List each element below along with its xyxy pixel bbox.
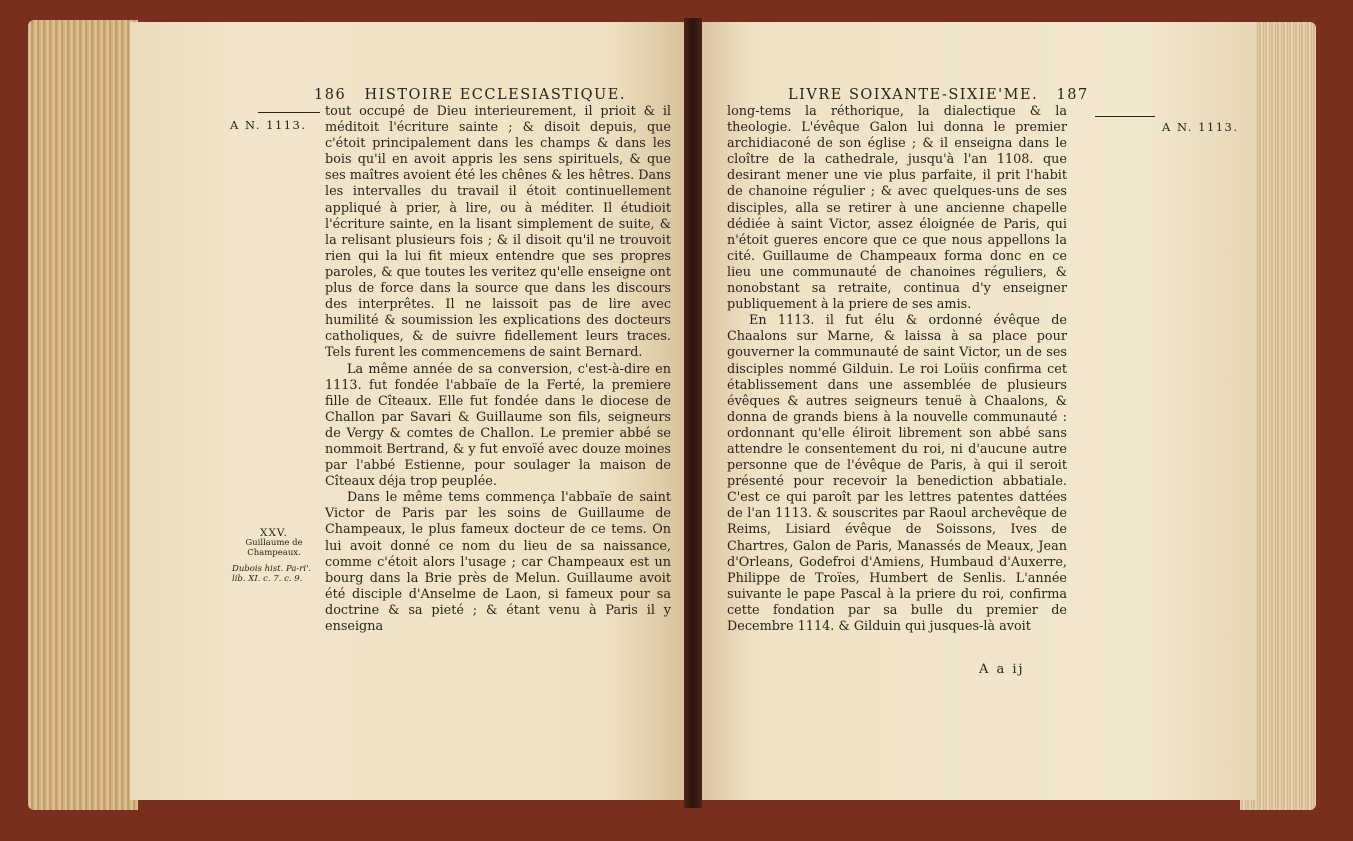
right-running-title: LIVRE SOIXANTE-SIXIE'ME.	[788, 87, 1039, 103]
right-margin-year: A N. 1113.	[1162, 120, 1239, 134]
margin-section-title: Guillaume de Champeaux.	[245, 538, 303, 558]
margin-reference: Dubois hist. Pa-ri'. lib. XI. c. 7. c. 9.	[232, 564, 312, 584]
left-paragraph-2: La même année de sa conversion, c'est-à-dire en 1113. fut fondée l'abbaïe de la Ferté, la premiere fille de Cîteaux. Elle fut fondée dans le diocese de Challon par Savari & Guillaume son fils, seigneurs de Vergy & comtes de Challon. Le premier abbé se nommoit Bertrand, & y fut envoïé avec douze moines par l'abbé Estienne, pour soulager la maison de Cîteaux déja trop peuplée.	[325, 361, 671, 490]
right-running-head	[788, 87, 1089, 103]
right-text-block	[727, 104, 1067, 635]
book-gutter	[684, 18, 702, 808]
right-page-number: 187	[1056, 87, 1089, 103]
signature-mark: A a ij	[979, 662, 1025, 677]
left-margin-year: A N. 1113.	[230, 118, 307, 132]
left-margin-rule	[258, 112, 320, 113]
left-text-block	[325, 104, 671, 635]
left-page-number: 186	[314, 87, 347, 103]
left-paragraph-1: tout occupé de Dieu interieurement, il prioit & il méditoit l'écriture sainte ; & disoit depuis, que c'étoit principalement dans les champs & dans les bois qu'il en avoit appris les sens spirituels, & que ses maîtres avoient été les chênes & les hêtres. Dans les intervalles du travail il étoit continuellement appliqué à prier, à lire, ou à méditer. Il étudioit l'écriture sainte, en la lisant simplement de suite, & la relisant plusieurs fois ; & il disoit qu'il ne trouvoit rien qui la lui fit mieux entendre que ses propres paroles, & que toutes les veritez qu'elle enseigne ont plus de force dans la source que dans les discours des interprêtes. Il ne laissoit pas de lire avec humilité & soumission les explications des docteurs catholiques, & de suivre fidellement leurs traces. Tels furent les commencemens de saint Bernard.	[325, 104, 671, 361]
right-paragraph-1: long-tems la réthorique, la dialectique & la theologie. L'évêque Galon lui donna le premier archidiaconé de son église ; & il enseigna dans le cloître de la cathedrale, jusqu'à l'an 1108. que desirant mener une vie plus parfaite, il prit l'habit de chanoine régulier ; & avec quelques-uns de ses disciples, alla se retirer à une ancienne chapelle dédiée à saint Victor, assez éloignée de Paris, qui n'étoit gueres encore que ce que nous appellons la cité. Guillaume de Champeaux forma donc en ce lieu une communauté de chanoines réguliers, & nonobstant sa retraite, continua d'y enseigner publiquement à la priere de ses amis.	[727, 104, 1067, 313]
margin-section-number: XXV.	[259, 527, 289, 539]
left-running-head	[314, 87, 626, 103]
book-edge-left	[28, 20, 138, 810]
right-margin-rule	[1095, 116, 1155, 117]
left-running-title: HISTOIRE ECCLESIASTIQUE.	[364, 87, 626, 103]
left-paragraph-3: Dans le même tems commença l'abbaïe de saint Victor de Paris par les soins de Guillaume de Champeaux, le plus fameux docteur de ce tems. On lui avoit donné ce nom du lieu de sa naissance, comme c'étoit alors l'usage ; car Champeaux est un bourg dans la Brie près de Melun. Guillaume avoit été disciple d'Anselme de Laon, si fameux pour sa doctrine & sa pieté ; & étant venu à Paris il y enseigna	[325, 490, 671, 634]
right-paragraph-2: En 1113. il fut élu & ordonné évêque de Chaalons sur Marne, & laissa à sa place pour gouverner la communauté de saint Victor, un de ses disciples nommé Gilduin. Le roi Loüis confirma cet établissement dans une assemblée de plusieurs évêques & autres seigneurs tenuë à Chaalons, & donna de grands biens à la nouvelle communauté : ordonnant qu'elle éliroit librement son abbé sans attendre le consentement du roi, ni d'aucune autre personne que de l'évêque de Paris, à qui il seroit présenté pour recevoir la benediction abbatiale. C'est ce qui paroît par les lettres patentes dattées de l'an 1113. & souscrites par Raoul archevêque de Reims, Lisiard évêque de Soissons, Ives de Chartres, Galon de Paris, Manassés de Meaux, Jean d'Orleans, Godefroi d'Amiens, Humbaud d'Auxerre, Philippe de Troïes, Humbert de Senlis. L'année suivante le pape Pascal à la priere du roi, confirma cette fondation par sa bulle du premier de Decembre 1114. & Gilduin qui jusques-là avoit	[727, 313, 1067, 634]
left-margin-note	[232, 528, 316, 584]
